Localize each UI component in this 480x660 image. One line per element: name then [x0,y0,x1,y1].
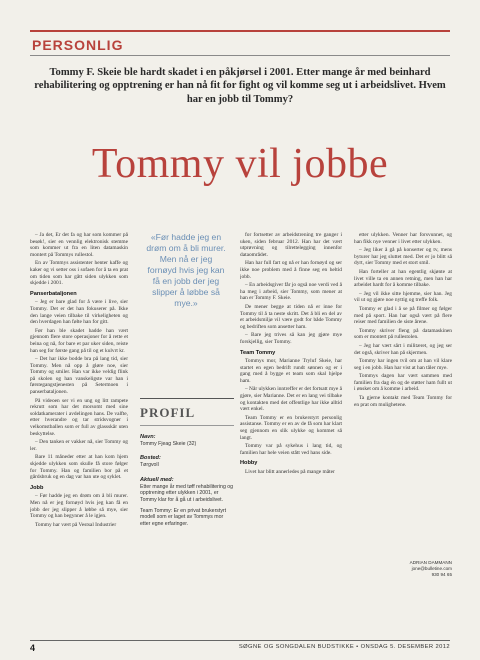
page-number: 4 [30,643,36,653]
byline-email[interactable]: jone@bulletine.com [411,566,452,571]
page-footer [30,640,450,652]
article-column-1 [30,232,128,637]
section-rule [30,30,450,32]
paragraph: Før han ble skadet hadde han vært gjennom flere store operasjoner for å rette et beina og nå, for bare et par uker siden, reiste han seg for første gang på til og et kulvrt kr. [30,327,128,354]
paragraph: Han forteller at han egentlig skjønte at livet ville ta en annen retning, men han har arbeidet hardt for å komme tilbake. [354,268,452,289]
paragraph: Tommy skriver fleng på datamaskinen som er montert på rullestolen. [354,327,452,341]
paragraph: Team Tommy er en brukerstyrt personlig assistanse. Tommy er en av de få som har klart seg gjennom en slik ulykke og kommet så langt. [240,414,342,441]
paragraph: – Den tanken er vakker nå, sier Tommy og ler. [30,439,128,452]
paragraph: De mener begge at tiden nå er inne for Tommy til å ta neste skritt. Det å bli en del av et arbeidsmiljø vil være godt for både Tommy og bedriften som ansetter ham. [240,303,342,330]
profile-value: Etter mange år med tøff rehabilitering og opptrening etter ulykken i 2001, er Tommy klar for å gå ut i arbeidslivet. [140,483,234,503]
paragraph: Livet har blitt annerledes på mange måter [245,469,335,475]
paragraph: – Ja det, Er det fa og har som kommer på besøk!, sier en vennlig elektronisk stemme som kommer ut fra en liten datamaskin montert på Tommys rullestol. [30,232,128,258]
article-column-4 [354,232,452,552]
subheading: Team Tommy [240,349,276,356]
subheading: Hobby [240,460,258,467]
profile-box [140,398,234,618]
paragraph: På videoen ser vi en ung og litt rampete rekrutt som har det morsomt med sine soldatkamerater i avdelingen hans. De valfte, etter hverandre og tar stridsvogner i velkomstballen som er full av glassskår uten beskyttelse. [30,397,128,437]
paragraph: – Jeg liker å gå på konserter og tv, mens byturer har jeg sluttet med. Det er jo blitt så dyrt, sier Tommy med et stort smil. [354,247,452,267]
profile-value: Tommy Fjeag Skeie (32) [140,441,197,447]
profile-label: Navn: [140,434,156,440]
paragraph: – Det har ikke bodde bra på lang tid, sier Tommy. Men nå opp å gløre noe, sier Tommy og smiler. Han var ikke veldig flink på skolen og han vanskeligste var han i førstegangstjenesten på Setermoen i panserbataljonen. [30,356,128,396]
article-lede: Tommy F. Skeie ble hardt skadet i en påkjørsel i 2001. Etter mange år med beinhard rehabilitering og opptrening er han nå fit for fight og vil komme seg ut i arbeidslivet. Hvem har en jobb til Tommy? [34,67,446,105]
paragraph: – Før hadde jeg en drøm om å bli murer. Men nå er jeg fornøyd hvis jeg kan få en jobb der jeg slipper å løbbe så mye, sier Tommy og han begynner å le igjen. [30,493,128,520]
paragraph: – En arbeidsgiver får jo også noe verdi ved å ha meg i arbeid, sier Tommy, som mener at han er Tommy F. Skeie. [240,282,342,302]
section-label: PERSONLIG [32,37,124,53]
profile-value: Tørgvoll [140,462,159,469]
paragraph: – Jeg har vært sårt i militæret, og jeg ser det også, skriver han på skjermen. [354,342,452,356]
paragraph: Tommy er glad i å se på filmer og følger med på sport. Han har også vært på flere reiser med familien de siste årene. [354,305,452,326]
profile-rule [140,425,234,426]
subheading: Panserbataljonen [30,290,77,297]
byline [406,560,452,578]
paragraph: En av Tommys assistenter henter kaffe og kaker og vi setter oss i sofaen for å ta en prat om tiden som har gått siden ulykken som skjedde i 2001. [30,260,128,287]
paragraph: Han har full fart og nå er han fornøyd og ser ikke noe problem med å finne seg en heltid jobb. [240,260,342,280]
paragraph: Tommys dagen har vært sammen med familien fra dag én og de støtter ham fullt ut i ønsket om å komme i arbeid. [354,373,452,393]
profile-title: PROFIL [140,405,196,420]
paragraph: for fortsetter av arbeidstrening tre ganger i uken, siden februar 2012. Han har det vært utprøvning og tilrettelegging innenfor dataområdet. [240,232,342,258]
pull-quote: «Før hadde jeg en drøm om å bli murer. Men nå er jeg fornøyd hvis jeg kan få en jobb der jeg slipper å løbbe så mye.» [146,232,226,308]
publication-line: SØGNE OG SONGDALEN BUDSTIKKE • ONSDAG 5. DESEMBER 2012 [238,644,450,650]
paragraph: Ta gjerne kontakt med Team Tommy for en prat om mulighetene. [354,395,452,408]
byline-name: ADRIAN DAMMANN [409,560,452,565]
paragraph: etter ulykken. Venner har forsvunnet, og han fikk nye venner i livet etter ulykken. [354,232,452,245]
article-headline: Tommy vil jobbe [91,141,389,187]
byline-phone: 930 94 65 [431,572,452,577]
profile-value: Team Tommy: Er en privat brukerstyrt modell som er laget av Tommys mor etter egne erfaringer. [140,508,227,527]
section-header [30,30,450,56]
paragraph: Bare 11 måneder etter at han kom hjem skjedde ulykken som skulle få store følger for Tommy. Han og familien bor på et gårdsbruk og en dag var han ute og syklet. [30,454,128,481]
paragraph: – Jeg vil ikke sitte hjemme, sier han. Jeg vil ut og gjøre noe nyttig og treffe folk. [354,290,452,304]
paragraph: Tommy har ingen tvil om at han vil klare seg i en jobb. Han har vist at han tåler mye. [354,358,452,371]
paragraph: – Jeg er bare glad for å være i live, sier Tommy. Det er det han fokuserer på. Ikke den lange veien tilbake til virkeligheten og den hverdagen han følte han for gitt. [30,299,128,326]
profile-label: Aktuell med: [140,476,174,483]
subheading: Jobb [30,484,44,491]
paragraph: Tommy var på sykehus i lang tid, og familien har hele veien stått ved hans side. [240,443,342,456]
paragraph: Tommys mor, Marianne Tryluf Skeie, har startet en egen bedrift rundt sønnen og er i gang med å bygge et team som skal hjelpe ham. [240,358,342,384]
paragraph: – Når ulykken inntreffer er det fortsatt mye å gjøre, sier Marianne. Det er en lang vei tilbake og kontakten med det offentlige har ikke alltid vært enkel. [240,386,342,413]
profile-label: Bosted: [140,455,161,462]
article-column-3 [240,232,342,660]
paragraph: – Bare jeg trives så kan jeg gjøre mye forskjellig, sier Tommy. [240,332,342,345]
paragraph: Tommy har vært på Vestsal Industrier [35,521,117,528]
